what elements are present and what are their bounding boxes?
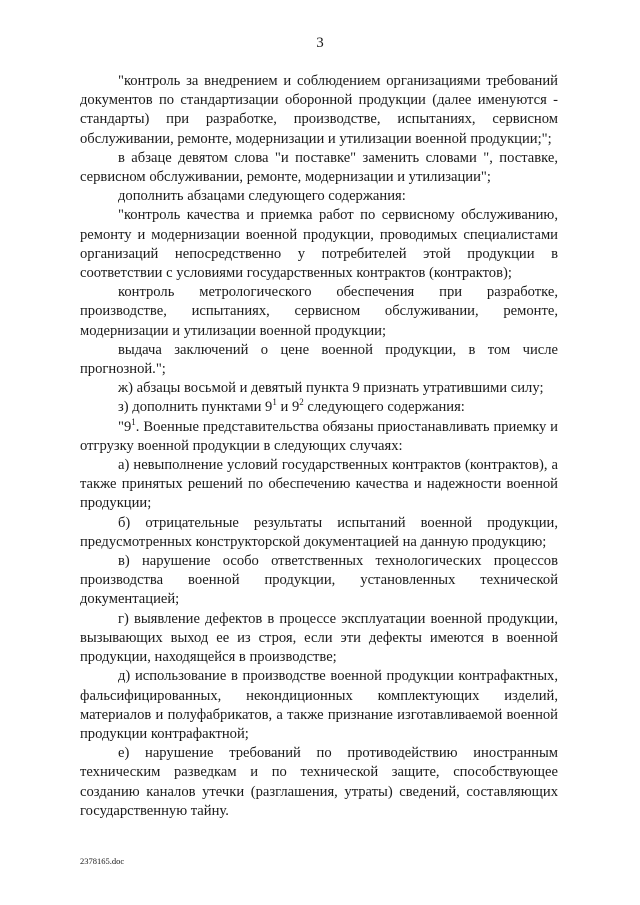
list-item: д) использование в производстве военной продукции контрафактных, фальсифицированных, некондиционных комплектующих изделий, материалов и полуфабрикатов, а также признание изготавливаемой военной продукции контрафактной; bbox=[80, 668, 558, 742]
clause-z-suffix: следующего содержания: bbox=[303, 399, 465, 416]
clause-9-1 bbox=[80, 418, 558, 456]
list-item: е) нарушение требований по противодействию иностранным техническим разведкам и по технической защите, способствующее созданию каналов утечки (разглашения, утраты) сведений, составляющих государственную тайну. bbox=[80, 745, 558, 819]
paragraph: ж) абзацы восьмой и девятый пункта 9 признать утратившими силу; bbox=[118, 380, 544, 397]
footer-filename: 2378165.doc bbox=[80, 856, 125, 866]
paragraph: "контроль качества и приемка работ по сервисному обслуживанию, ремонту и модернизации военной продукции, проводимых специалистами организаций непосредственно у потребителей этой продукции в соответствии с условиями государственных контрактов (контрактов); bbox=[80, 207, 558, 282]
page-number: 3 bbox=[316, 35, 324, 51]
superscript: 1 bbox=[272, 397, 277, 408]
clause-z-prefix: з) дополнить пунктами 9 bbox=[118, 399, 273, 416]
paragraph: в абзаце девятом слова "и поставке" заменить словами ", поставке, сервисном обслуживании, ремонте, модернизации и утилизации"; bbox=[80, 149, 558, 186]
superscript: 2 bbox=[299, 397, 304, 408]
paragraph: выдача заключений о цене военной продукции, в том числе прогнозной."; bbox=[80, 341, 558, 378]
clause-z bbox=[80, 398, 558, 417]
clause-z-middle: и 9 bbox=[276, 399, 300, 416]
paragraph: контроль метрологического обеспечения при разработке, производстве, испытаниях, сервисном обслуживании, ремонте, модернизации и утилизации военной продукции; bbox=[80, 284, 558, 339]
list-item: г) выявление дефектов в процессе эксплуатации военной продукции, вызывающих выход ее из строя, если эти дефекты имеются в военной продукции, находящейся в производстве; bbox=[80, 610, 558, 666]
list-item: в) нарушение особо ответственных технологических процессов производства военной продукции, установленных технической документацией; bbox=[80, 553, 558, 608]
clause-9-1-text: . Военные представительства обязаны приостанавливать приемку и отгрузку военной продукции в следующих случаях: bbox=[80, 418, 558, 454]
list-item: а) невыполнение условий государственных контрактов (контрактов), а также принятых решений по обеспечению качества и надежности военной продукции; bbox=[80, 457, 558, 512]
superscript: 1 bbox=[131, 416, 136, 427]
list-item: б) отрицательные результаты испытаний военной продукции, предусмотренных конструкторской документацией на данную продукцию; bbox=[80, 514, 558, 550]
paragraph: "контроль за внедрением и соблюдением организациями требований документов по стандартизации оборонной продукции (далее именуются - стандарты) при разработке, производстве, испытаниях, сервисном обслуживании, ремонте, модернизации и утилизации военной продукции;"; bbox=[80, 73, 558, 147]
clause-9-1-prefix: "9 bbox=[118, 418, 132, 435]
document-body bbox=[80, 72, 558, 821]
paragraph: дополнить абзацами следующего содержания: bbox=[118, 188, 406, 205]
